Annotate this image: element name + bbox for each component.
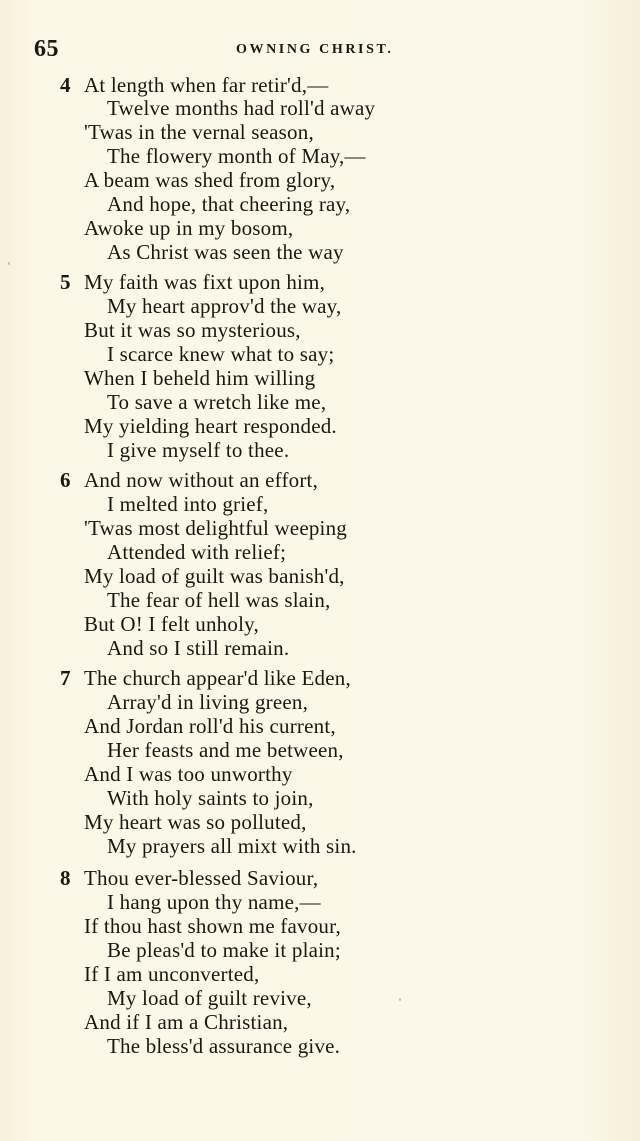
verse-line: At length when far retir'd,— (84, 73, 329, 97)
running-head: OWNING CHRIST. (236, 42, 394, 57)
verse-line: Her feasts and me between, (107, 738, 344, 762)
verse-line: I scarce knew what to say; (107, 342, 335, 366)
verse-line: As Christ was seen the way (107, 240, 344, 264)
verse-number: 5 (60, 270, 71, 294)
verse-line: And now without an effort, (84, 468, 319, 492)
verse-line: I hang upon thy name,— (107, 890, 321, 914)
paper-speck (399, 998, 401, 1001)
verse-line: And Jordan roll'd his current, (84, 714, 336, 738)
verse-line: A beam was shed from glory, (84, 168, 336, 192)
verse-line: My prayers all mixt with sin. (107, 834, 357, 858)
verse-line: Awoke up in my bosom, (84, 216, 294, 240)
verse-line: And I was too unworthy (84, 762, 293, 786)
verse-line: I melted into grief, (107, 492, 269, 516)
verse-line: When I beheld him willing (84, 366, 316, 390)
verse-line: My heart was so polluted, (84, 810, 307, 834)
verse-line: The bless'd assurance give. (107, 1034, 341, 1058)
verse-line: 'Twas in the vernal season, (84, 120, 314, 144)
verse-line: The flowery month of May,— (107, 144, 366, 168)
verse-line: Twelve months had roll'd away (107, 96, 376, 120)
verse-line: Thou ever-blessed Saviour, (84, 866, 319, 890)
verse-line: 'Twas most delightful weeping (84, 516, 347, 540)
verse-line: My faith was fixt upon him, (84, 270, 326, 294)
page-number: 65 (34, 36, 59, 62)
verse-line: The church appear'd like Eden, (84, 666, 351, 690)
verse-line: My load of guilt was banish'd, (84, 564, 345, 588)
verse-line: I give myself to thee. (107, 438, 290, 462)
page-header (0, 36, 640, 64)
verse-line: If I am unconverted, (84, 962, 260, 986)
verse-line: My heart approv'd the way, (107, 294, 342, 318)
verse-line: Attended with relief; (107, 540, 287, 564)
verse-line: To save a wretch like me, (107, 390, 327, 414)
paper-speck (8, 262, 10, 265)
verse-line: My yielding heart responded. (84, 414, 337, 438)
verse-line: And so I still remain. (107, 636, 290, 660)
verse-line: Array'd in living green, (107, 690, 309, 714)
verse-line: And hope, that cheering ray, (107, 192, 351, 216)
verse-line: With holy saints to join, (107, 786, 314, 810)
verse-line: Be pleas'd to make it plain; (107, 938, 341, 962)
verse-number: 8 (60, 866, 71, 890)
verse-line: But it was so mysterious, (84, 318, 301, 342)
verse-line: And if I am a Christian, (84, 1010, 289, 1034)
verse-line: But O! I felt unholy, (84, 612, 259, 636)
verse-number: 6 (60, 468, 71, 492)
verse-number: 7 (60, 666, 71, 690)
verse-line: If thou hast shown me favour, (84, 914, 341, 938)
verse-line: My load of guilt revive, (107, 986, 312, 1010)
verse-line: The fear of hell was slain, (107, 588, 331, 612)
verse-number: 4 (60, 73, 71, 97)
